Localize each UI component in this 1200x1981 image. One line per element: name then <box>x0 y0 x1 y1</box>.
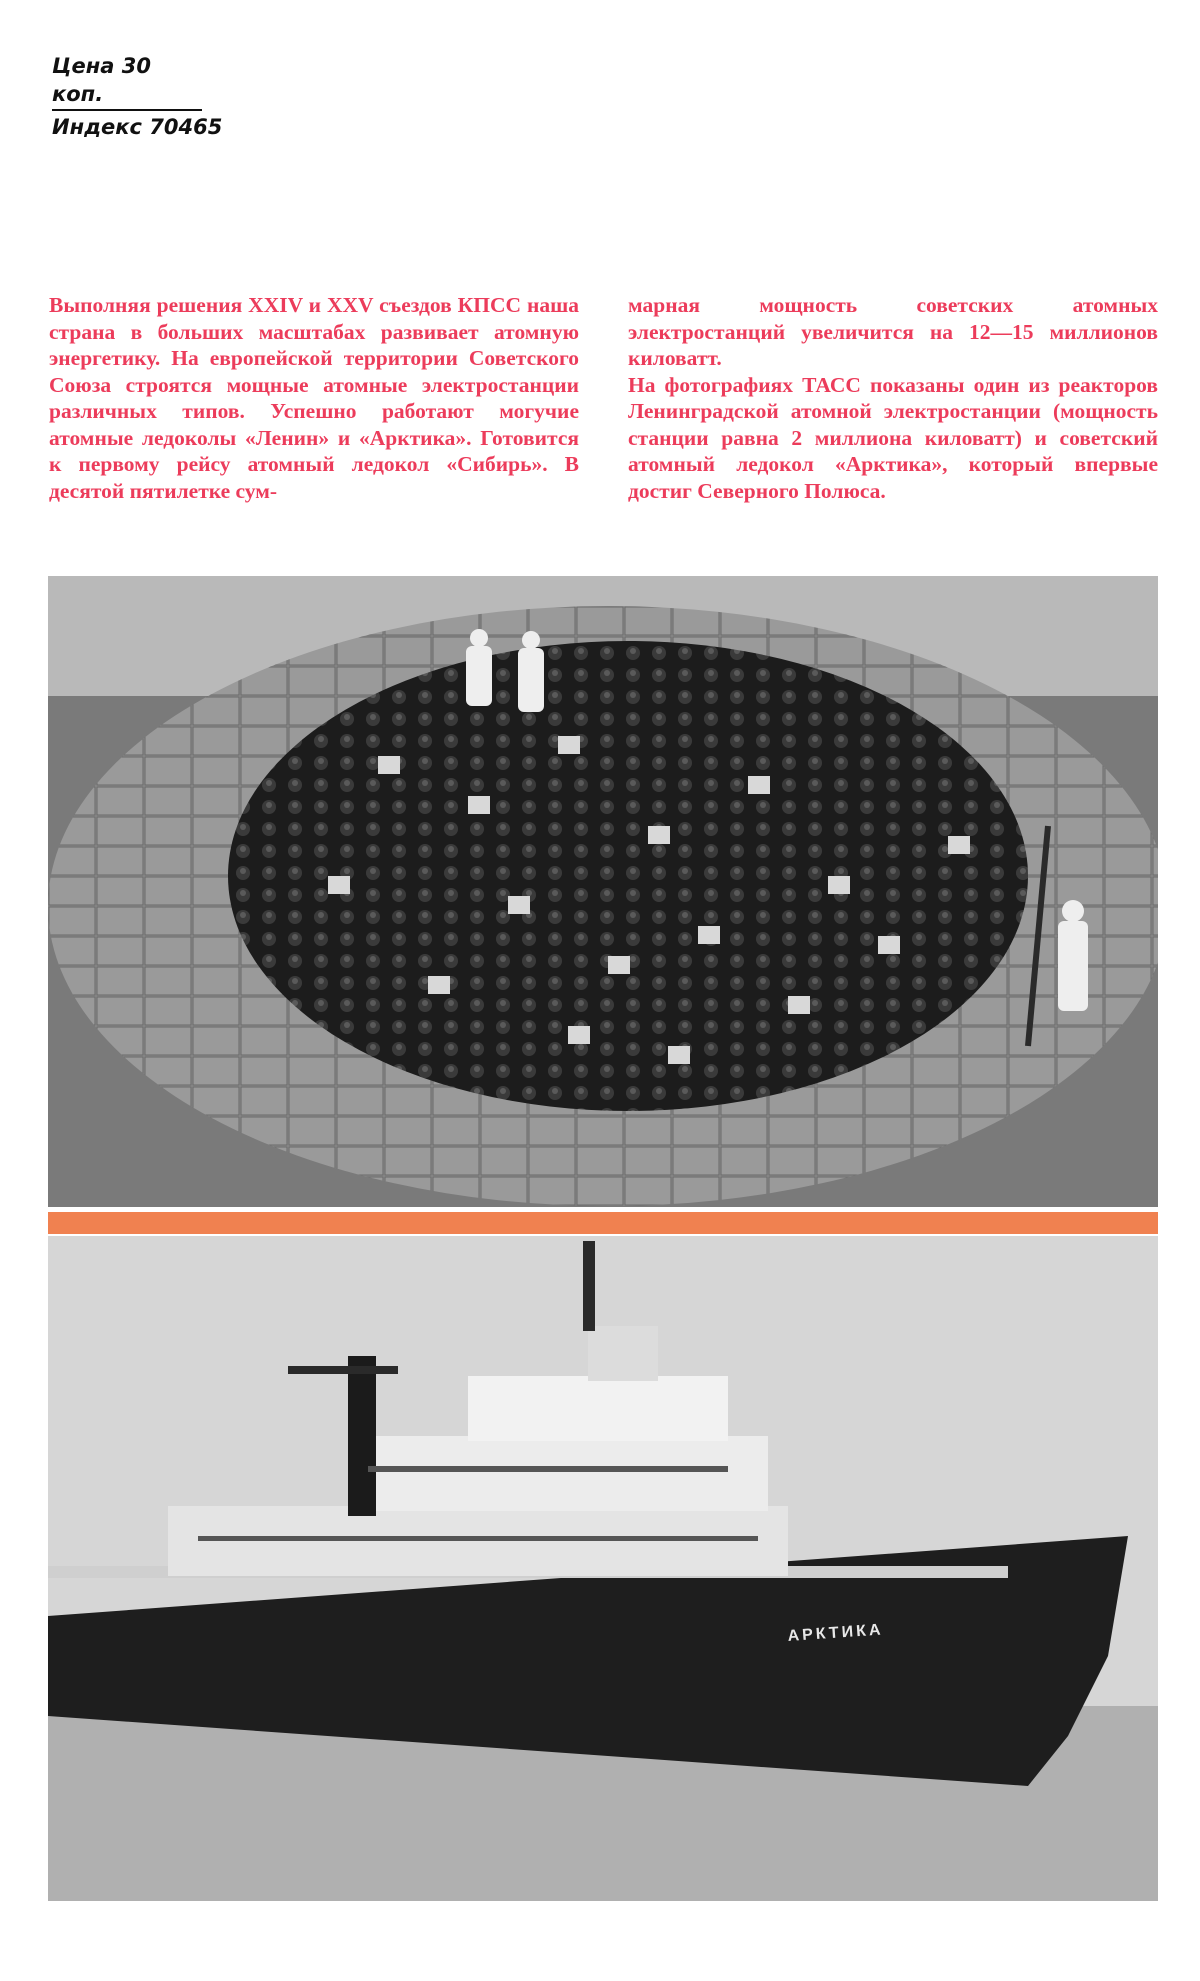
article-paragraph: На фотографиях ТАСС показаны один из реакторов Ленинградской атомной электростанции (мощность станции равна 2 миллиона киловатт) и советский атомный ледокол «Арктика», который впервые достиг Северного Полюса. <box>628 372 1158 503</box>
ship-name-label: АРКТИКА <box>787 1621 885 1645</box>
reactor-photo <box>48 576 1158 1207</box>
price-box <box>52 52 222 141</box>
article-paragraph: марная мощность советских атомных электростанций увеличится на 12—15 миллионов киловатт. <box>628 293 1158 370</box>
article-column-right <box>628 292 1158 504</box>
index-label: Индекс 70465 <box>52 115 223 139</box>
color-divider <box>48 1212 1158 1234</box>
icebreaker-illustration <box>48 1236 1158 1901</box>
price-label: Цена 30 коп. <box>52 52 202 111</box>
article-column-left <box>49 292 579 504</box>
article-paragraph: Выполняя решения XXIV и XXV съездов КПСС наша страна в больших масштабах развивает атомную энергетику. На европейской территории Советского Союза строятся мощные атомные электростанции различных типов. Успешно работают могучие атомные ледоколы «Ленин» и «Арктика». Готовится к первому рейсу атомный ледокол «Сибирь». В десятой пятилетке сум- <box>49 293 579 503</box>
icebreaker-photo <box>48 1236 1158 1901</box>
reactor-illustration <box>48 576 1158 1207</box>
